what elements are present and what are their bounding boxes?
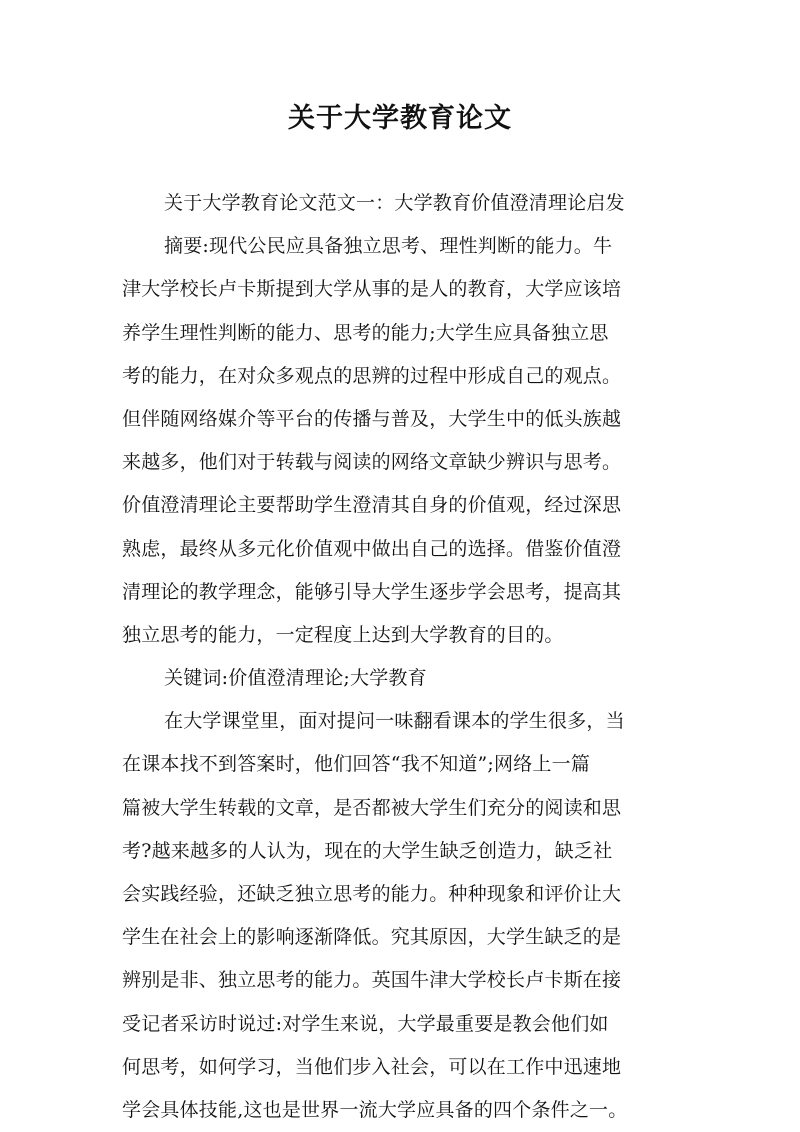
body-text-line: 会实践经验，还缺乏独立思考的能力。种种现象和评价让大: [122, 883, 622, 905]
body-text-line: 养学生理性判断的能力、思考的能力;大学生应具备独立思: [122, 321, 609, 344]
body-text-line: 关键词:价值澄清理论;大学教育: [164, 667, 427, 690]
body-text-line: 津大学校长卢卡斯提到大学从事的是人的教育，大学应该培: [122, 278, 622, 301]
body-text-line: 考的能力，在对众多观点的思辨的过程中形成自己的观点。: [122, 364, 622, 387]
document-title: 关于大学教育论文: [288, 103, 512, 134]
document-body: [122, 182, 692, 1132]
body-text-line: 辨别是非、独立思考的能力。英国牛津大学校长卢卡斯在接: [122, 969, 622, 992]
body-text-line: 学会具体技能,这也是世界一流大学应具备的四个条件之一。: [122, 1098, 628, 1121]
body-text-line: 受记者采访时说过:对学生来说，大学最重要是教会他们如: [122, 1012, 609, 1035]
body-text-line: 来越多，他们对于转载与阅读的网络文章缺少辨识与思考。: [122, 451, 622, 474]
body-text-line: 熟虑，最终从多元化价值观中做出自己的选择。借鉴价值澄: [122, 537, 622, 560]
body-text-line: 在大学课堂里，面对提问一味翻看课本的学生很多，当: [164, 710, 625, 733]
body-text-line: 在课本找不到答案时，他们回答“我不知道”;网络上一篇: [122, 753, 591, 776]
body-text-line: 独立思考的能力，一定程度上达到大学教育的目的。: [122, 623, 564, 646]
body-text-line: 摘要:现代公民应具备独立思考、理性判断的能力。牛: [164, 235, 613, 258]
body-text-line: 关于大学教育论文范文一：大学教育价值澄清理论启发: [164, 192, 625, 214]
body-text-line: 清理论的教学理念，能够引导大学生逐步学会思考，提高其: [122, 580, 622, 603]
body-text-line: 考?越来越多的人认为，现在的大学生缺乏创造力，缺乏社: [122, 839, 613, 862]
body-text-line: 篇被大学生转载的文章，是否都被大学生们充分的阅读和思: [122, 796, 622, 819]
body-text-line: 价值澄清理论主要帮助学生澄清其自身的价值观，经过深思: [122, 494, 622, 517]
body-text-line: 学生在社会上的影响逐渐降低。究其原因，大学生缺乏的是: [122, 926, 622, 949]
body-text-line: 但伴随网络媒介等平台的传播与普及，大学生中的低头族越: [122, 407, 622, 430]
body-text-line: 何思考，如何学习，当他们步入社会，可以在工作中迅速地: [122, 1055, 622, 1078]
